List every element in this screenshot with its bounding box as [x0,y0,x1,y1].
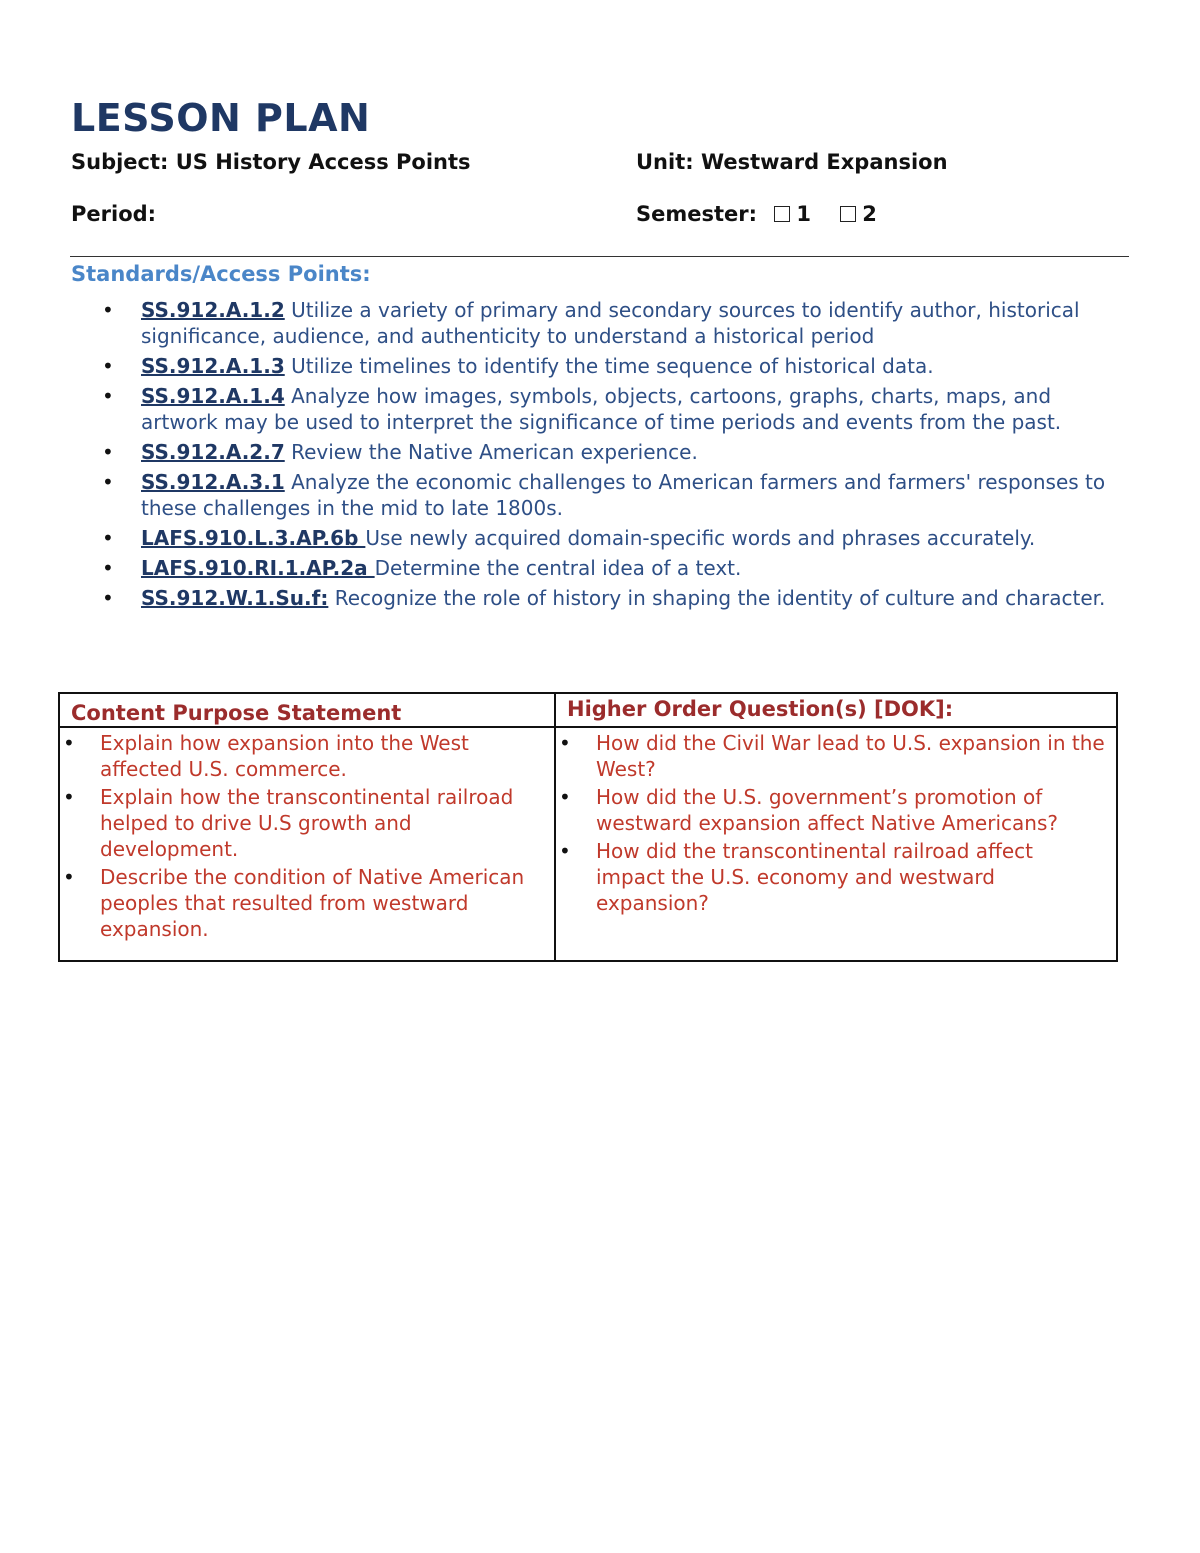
list-item [60,784,554,862]
bullet-icon: • [102,440,114,464]
list-item [556,784,1116,836]
standard-code-link[interactable]: SS.912.A.1.3 [141,354,285,378]
standard-description: Analyze how images, symbols, objects, cartoons, graphs, charts, maps, and artwork may be used to interpret the significance of time periods and events from the past. [141,384,1062,434]
unit-label: Unit: Westward Expansion [636,150,948,174]
purpose-text: Describe the condition of Native American peoples that resulted from westward expansion. [100,865,525,941]
standards-heading: Standards/Access Points: [71,262,371,286]
list-item [60,864,554,942]
list-item [556,730,1116,782]
standard-description: Use newly acquired domain-specific words and phrases accurately. [365,526,1036,550]
bullet-icon: • [63,865,75,889]
semester-label: Semester: [636,202,758,226]
questions-column [556,694,1116,960]
standard-description: Utilize timelines to identify the time sequence of historical data. [284,354,934,378]
standard-description: Determine the central idea of a text. [374,556,742,580]
list-item [100,383,1132,435]
purpose-questions-table [58,692,1118,962]
questions-list [556,728,1116,916]
standard-description: Utilize a variety of primary and secondary sources to identify author, historical significance, audience, and authenticity to understand a historical period [141,298,1080,348]
standard-code-link[interactable]: SS.912.W.1.Su.f: [141,586,329,610]
bullet-icon: • [63,785,75,809]
question-text: How did the U.S. government’s promotion of westward expansion affect Native Americans? [596,785,1058,835]
purpose-text: Explain how expansion into the West affected U.S. commerce. [100,731,469,781]
list-item [100,525,1132,551]
semester-1-label: 1 [796,202,811,226]
list-item [100,297,1132,349]
semester-2-label: 2 [862,202,877,226]
standard-code-link[interactable]: LAFS.910.L.3.AP.6b [141,526,366,550]
purpose-column [60,694,556,960]
standard-code-link[interactable]: LAFS.910.RI.1.AP.2a [141,556,375,580]
bullet-icon: • [559,839,571,863]
bullet-icon: • [102,354,114,378]
purpose-text: Explain how the transcontinental railroad helped to drive U.S growth and development. [100,785,514,861]
standard-code-link[interactable]: SS.912.A.1.2 [141,298,285,322]
question-text: How did the transcontinental railroad affect impact the U.S. economy and westward expansion? [596,839,1033,915]
standard-code-link[interactable]: SS.912.A.1.4 [141,384,285,408]
standard-description: Recognize the role of history in shaping the identity of culture and character. [328,586,1106,610]
standards-list [100,297,1132,615]
standard-description: Review the Native American experience. [284,440,698,464]
question-text: How did the Civil War lead to U.S. expansion in the West? [596,731,1105,781]
questions-heading: Higher Order Question(s) [DOK]: [556,694,1116,728]
semester-1-checkbox[interactable] [774,206,790,222]
semester-field [636,202,877,226]
bullet-icon: • [102,556,114,580]
purpose-heading: Content Purpose Statement [60,694,554,728]
list-item [100,555,1132,581]
bullet-icon: • [559,785,571,809]
bullet-icon: • [102,526,114,550]
bullet-icon: • [102,298,114,322]
header-divider [70,256,1129,257]
page-title: LESSON PLAN [71,96,371,140]
list-item [556,838,1116,916]
purpose-list [60,728,554,942]
subject-label: Subject: US History Access Points [71,150,471,174]
semester-2-checkbox[interactable] [840,206,856,222]
bullet-icon: • [102,586,114,610]
list-item [100,469,1132,521]
standard-description: Analyze the economic challenges to American farmers and farmers' responses to these challenges in the mid to late 1800s. [141,470,1106,520]
list-item [60,730,554,782]
bullet-icon: • [559,731,571,755]
list-item [100,353,1132,379]
standard-code-link[interactable]: SS.912.A.3.1 [141,470,285,494]
period-label: Period: [71,202,157,226]
bullet-icon: • [102,470,114,494]
bullet-icon: • [102,384,114,408]
bullet-icon: • [63,731,75,755]
list-item [100,439,1132,465]
standard-code-link[interactable]: SS.912.A.2.7 [141,440,285,464]
list-item [100,585,1132,611]
